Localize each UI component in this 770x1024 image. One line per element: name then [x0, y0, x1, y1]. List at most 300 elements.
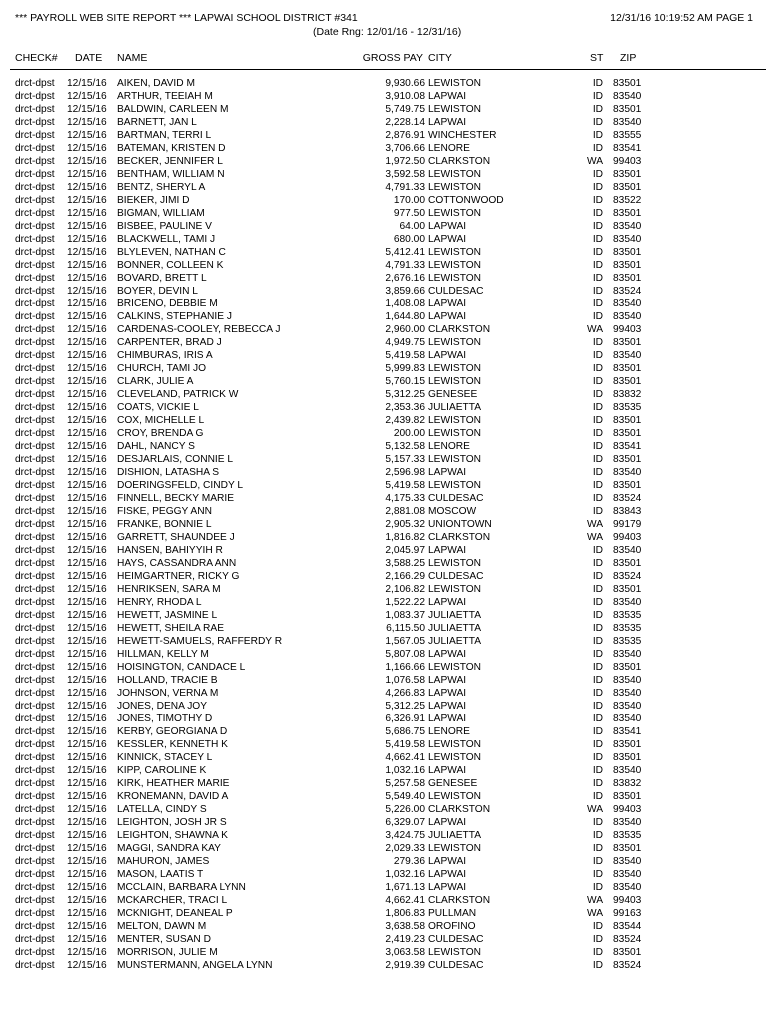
state-cell: ID	[592, 194, 603, 206]
column-header-gross-pay: GROSS PAY	[362, 52, 423, 64]
check-cell: drct-dpst	[15, 778, 55, 790]
city-cell: LAPWAI	[428, 882, 467, 894]
date-cell: 12/15/16	[67, 142, 107, 154]
name-cell: HENRY, RHODA L	[117, 596, 202, 608]
date-cell: 12/15/16	[67, 454, 107, 466]
table-row	[0, 765, 770, 778]
date-cell: 12/15/16	[67, 350, 107, 362]
zip-cell: 83501	[613, 557, 642, 569]
check-cell: drct-dpst	[15, 116, 55, 128]
gross-pay-cell: 5,549.40	[385, 791, 425, 803]
gross-pay-cell: 3,592.58	[385, 168, 425, 180]
table-row	[0, 597, 770, 610]
city-cell: CULDESAC	[428, 493, 484, 504]
check-cell: drct-dpst	[15, 90, 55, 102]
state-cell: ID	[592, 376, 603, 388]
name-cell: KIRK, HEATHER MARIE	[117, 778, 230, 790]
city-cell: LEWISTON	[428, 363, 482, 375]
table-row	[0, 701, 770, 714]
state-cell: WA	[586, 324, 603, 336]
date-cell: 12/15/16	[67, 830, 107, 842]
name-cell: BLYLEVEN, NATHAN C	[117, 246, 226, 258]
state-cell: ID	[592, 791, 603, 803]
zip-cell: 83524	[613, 933, 642, 945]
name-cell: KINNICK, STACEY L	[117, 752, 213, 764]
name-cell: BLACKWELL, TAMI J	[117, 233, 216, 245]
table-row	[0, 480, 770, 493]
check-cell: drct-dpst	[15, 804, 55, 816]
date-cell: 12/15/16	[67, 363, 107, 375]
name-cell: MCKARCHER, TRACI L	[117, 895, 228, 907]
date-cell: 12/15/16	[67, 778, 107, 790]
date-cell: 12/15/16	[67, 946, 107, 958]
check-cell: drct-dpst	[15, 415, 55, 427]
zip-cell: 83501	[613, 428, 642, 440]
name-cell: BISBEE, PAULINE V	[117, 220, 212, 232]
name-cell: BIGMAN, WILLIAM	[117, 207, 205, 219]
table-row	[0, 337, 770, 350]
state-cell: ID	[592, 415, 603, 427]
table-row	[0, 752, 770, 765]
zip-cell: 99403	[613, 155, 642, 167]
date-cell: 12/15/16	[67, 908, 107, 919]
city-cell: LAPWAI	[428, 90, 467, 102]
table-row	[0, 91, 770, 104]
state-cell: ID	[592, 544, 603, 556]
check-cell: drct-dpst	[15, 895, 55, 907]
date-cell: 12/15/16	[67, 376, 107, 388]
table-row	[0, 402, 770, 415]
column-header-check: CHECK#	[15, 52, 58, 64]
city-cell: LAPWAI	[428, 648, 467, 660]
table-row	[0, 182, 770, 195]
city-cell: MOSCOW	[428, 505, 477, 517]
state-cell: ID	[592, 882, 603, 894]
check-cell: drct-dpst	[15, 791, 55, 803]
table-row	[0, 143, 770, 156]
name-cell: BARNETT, JAN L	[117, 116, 197, 128]
zip-cell: 83540	[613, 467, 642, 479]
state-cell: ID	[592, 298, 603, 310]
gross-pay-cell: 6,326.91	[385, 713, 425, 725]
zip-cell: 83501	[613, 78, 642, 89]
name-cell: CARPENTER, BRAD J	[117, 337, 222, 349]
gross-pay-cell: 2,439.82	[385, 415, 425, 427]
date-cell: 12/15/16	[67, 467, 107, 479]
name-cell: CROY, BRENDA G	[117, 428, 204, 440]
table-row	[0, 713, 770, 726]
name-cell: CHIMBURAS, IRIS A	[117, 350, 213, 362]
date-cell: 12/15/16	[67, 583, 107, 595]
state-cell: ID	[592, 674, 603, 686]
print-timestamp: 12/31/16 10:19:52 AM PAGE 1	[610, 12, 753, 24]
table-row	[0, 260, 770, 273]
check-cell: drct-dpst	[15, 259, 55, 271]
city-cell: LEWISTON	[428, 454, 482, 466]
city-cell: LEWISTON	[428, 557, 482, 569]
city-cell: LEWISTON	[428, 103, 482, 115]
date-cell: 12/15/16	[67, 233, 107, 245]
name-cell: BONNER, COLLEEN K	[117, 259, 224, 271]
check-cell: drct-dpst	[15, 441, 55, 453]
name-cell: COATS, VICKIE L	[117, 402, 199, 414]
name-cell: BOVARD, BRETT L	[117, 272, 207, 284]
table-row	[0, 882, 770, 895]
gross-pay-cell: 170.00	[393, 194, 425, 206]
date-cell: 12/15/16	[67, 739, 107, 751]
city-cell: OROFINO	[428, 920, 476, 932]
city-cell: WINCHESTER	[428, 129, 497, 141]
gross-pay-cell: 5,312.25	[385, 389, 425, 401]
table-row	[0, 636, 770, 649]
date-cell: 12/15/16	[67, 78, 107, 89]
name-cell: HAYS, CASSANDRA ANN	[117, 557, 237, 569]
gross-pay-cell: 6,329.07	[385, 817, 425, 829]
check-cell: drct-dpst	[15, 298, 55, 310]
name-cell: BARTMAN, TERRI L	[117, 129, 212, 141]
table-row	[0, 830, 770, 843]
name-cell: KIPP, CAROLINE K	[117, 765, 207, 777]
check-cell: drct-dpst	[15, 350, 55, 362]
name-cell: DESJARLAIS, CONNIE L	[117, 454, 234, 466]
check-cell: drct-dpst	[15, 194, 55, 206]
date-cell: 12/15/16	[67, 272, 107, 284]
gross-pay-cell: 4,791.33	[385, 259, 425, 271]
table-row	[0, 286, 770, 299]
city-cell: CLARKSTON	[428, 324, 491, 336]
name-cell: BRICENO, DEBBIE M	[117, 298, 218, 310]
gross-pay-cell: 1,408.08	[385, 298, 425, 310]
city-cell: LAPWAI	[428, 298, 467, 310]
name-cell: HEWETT-SAMUELS, RAFFERDY R	[117, 635, 283, 647]
table-row	[0, 947, 770, 960]
date-cell: 12/15/16	[67, 220, 107, 232]
date-cell: 12/15/16	[67, 181, 107, 193]
zip-cell: 83501	[613, 168, 642, 180]
name-cell: ARTHUR, TEEIAH M	[117, 90, 213, 102]
zip-cell: 83540	[613, 700, 642, 712]
gross-pay-cell: 1,083.37	[385, 609, 425, 621]
gross-pay-cell: 5,412.41	[385, 246, 425, 258]
name-cell: MORRISON, JULIE M	[117, 946, 218, 958]
zip-cell: 83540	[613, 544, 642, 556]
state-cell: ID	[592, 285, 603, 297]
gross-pay-cell: 1,567.05	[385, 635, 425, 647]
table-row	[0, 363, 770, 376]
check-cell: drct-dpst	[15, 129, 55, 141]
state-cell: ID	[592, 933, 603, 945]
name-cell: AIKEN, DAVID M	[117, 78, 195, 89]
table-row	[0, 688, 770, 701]
date-cell: 12/15/16	[67, 505, 107, 517]
state-cell: ID	[592, 778, 603, 790]
zip-cell: 83524	[613, 959, 642, 971]
zip-cell: 99179	[613, 518, 642, 530]
zip-cell: 83540	[613, 311, 642, 323]
check-cell: drct-dpst	[15, 337, 55, 349]
zip-cell: 83501	[613, 454, 642, 466]
name-cell: CLEVELAND, PATRICK W	[117, 389, 239, 401]
city-cell: LEWISTON	[428, 272, 482, 284]
state-cell: ID	[592, 726, 603, 738]
check-cell: drct-dpst	[15, 830, 55, 842]
state-cell: ID	[592, 142, 603, 154]
gross-pay-cell: 2,419.23	[385, 933, 425, 945]
state-cell: ID	[592, 765, 603, 777]
gross-pay-cell: 9,930.66	[385, 78, 425, 89]
check-cell: drct-dpst	[15, 168, 55, 180]
state-cell: ID	[592, 337, 603, 349]
date-cell: 12/15/16	[67, 752, 107, 764]
date-cell: 12/15/16	[67, 557, 107, 569]
gross-pay-cell: 4,949.75	[385, 337, 425, 349]
check-cell: drct-dpst	[15, 946, 55, 958]
check-cell: drct-dpst	[15, 376, 55, 388]
gross-pay-cell: 1,644.80	[385, 311, 425, 323]
zip-cell: 83540	[613, 350, 642, 362]
check-cell: drct-dpst	[15, 713, 55, 725]
date-cell: 12/15/16	[67, 285, 107, 297]
city-cell: LEWISTON	[428, 415, 482, 427]
city-cell: JULIAETTA	[428, 622, 482, 634]
state-cell: ID	[592, 78, 603, 89]
gross-pay-cell: 5,419.58	[385, 480, 425, 492]
state-cell: ID	[592, 557, 603, 569]
state-cell: ID	[592, 856, 603, 868]
name-cell: BATEMAN, KRISTEN D	[117, 142, 226, 154]
zip-cell: 83535	[613, 830, 642, 842]
name-cell: HILLMAN, KELLY M	[117, 648, 209, 660]
column-header-zip: ZIP	[620, 52, 637, 64]
check-cell: drct-dpst	[15, 505, 55, 517]
date-cell: 12/15/16	[67, 700, 107, 712]
name-cell: HEWETT, JASMINE L	[117, 609, 218, 621]
table-row	[0, 298, 770, 311]
check-cell: drct-dpst	[15, 480, 55, 492]
name-cell: DOERINGSFELD, CINDY L	[117, 480, 244, 492]
check-cell: drct-dpst	[15, 220, 55, 232]
gross-pay-cell: 3,063.58	[385, 946, 425, 958]
city-cell: LAPWAI	[428, 765, 467, 777]
check-cell: drct-dpst	[15, 531, 55, 543]
name-cell: CARDENAS-COOLEY, REBECCA J	[117, 324, 281, 336]
date-cell: 12/15/16	[67, 596, 107, 608]
table-row	[0, 519, 770, 532]
date-cell: 12/15/16	[67, 959, 107, 971]
state-cell: ID	[592, 350, 603, 362]
name-cell: JONES, TIMOTHY D	[117, 713, 213, 725]
table-row	[0, 506, 770, 519]
city-cell: PULLMAN	[428, 908, 477, 919]
city-cell: LAPWAI	[428, 233, 467, 245]
zip-cell: 99403	[613, 895, 642, 907]
zip-cell: 83522	[613, 194, 642, 206]
city-cell: JULIAETTA	[428, 635, 482, 647]
table-row	[0, 934, 770, 947]
name-cell: HOISINGTON, CANDACE L	[117, 661, 246, 673]
state-cell: ID	[592, 622, 603, 634]
table-row	[0, 545, 770, 558]
gross-pay-cell: 2,106.82	[385, 583, 425, 595]
gross-pay-cell: 2,876.91	[385, 129, 425, 141]
gross-pay-cell: 1,806.83	[385, 908, 425, 919]
state-cell: ID	[592, 843, 603, 855]
zip-cell: 83501	[613, 415, 642, 427]
table-row	[0, 623, 770, 636]
table-row	[0, 130, 770, 143]
city-cell: LEWISTON	[428, 428, 482, 440]
zip-cell: 83540	[613, 869, 642, 881]
state-cell: ID	[592, 480, 603, 492]
check-cell: drct-dpst	[15, 843, 55, 855]
column-header-name: NAME	[117, 52, 148, 64]
zip-cell: 83501	[613, 376, 642, 388]
report-title: *** PAYROLL WEB SITE REPORT *** LAPWAI SCHOOL DISTRICT #341	[15, 12, 358, 24]
state-cell: ID	[592, 493, 603, 504]
date-cell: 12/15/16	[67, 298, 107, 310]
state-cell: ID	[592, 596, 603, 608]
date-cell: 12/15/16	[67, 324, 107, 336]
gross-pay-cell: 2,960.00	[385, 324, 425, 336]
city-cell: UNIONTOWN	[428, 518, 492, 530]
city-cell: LEWISTON	[428, 181, 482, 193]
check-cell: drct-dpst	[15, 467, 55, 479]
check-cell: drct-dpst	[15, 635, 55, 647]
name-cell: MAGGI, SANDRA KAY	[117, 843, 221, 855]
check-cell: drct-dpst	[15, 363, 55, 375]
check-cell: drct-dpst	[15, 882, 55, 894]
gross-pay-cell: 3,638.58	[385, 920, 425, 932]
name-cell: GARRETT, SHAUNDEE J	[117, 531, 235, 543]
gross-pay-cell: 5,419.58	[385, 350, 425, 362]
date-cell: 12/15/16	[67, 389, 107, 401]
table-row	[0, 169, 770, 182]
date-cell: 12/15/16	[67, 791, 107, 803]
check-cell: drct-dpst	[15, 583, 55, 595]
date-cell: 12/15/16	[67, 882, 107, 894]
state-cell: ID	[592, 389, 603, 401]
state-cell: ID	[592, 233, 603, 245]
city-cell: LEWISTON	[428, 376, 482, 388]
check-cell: drct-dpst	[15, 959, 55, 971]
name-cell: FINNELL, BECKY MARIE	[117, 493, 235, 504]
name-cell: HOLLAND, TRACIE B	[117, 674, 218, 686]
zip-cell: 83540	[613, 220, 642, 232]
gross-pay-cell: 3,588.25	[385, 557, 425, 569]
zip-cell: 83524	[613, 493, 642, 504]
gross-pay-cell: 1,032.16	[385, 869, 425, 881]
zip-cell: 83501	[613, 752, 642, 764]
state-cell: ID	[592, 946, 603, 958]
check-cell: drct-dpst	[15, 933, 55, 945]
name-cell: MASON, LAATIS T	[117, 869, 204, 881]
date-cell: 12/15/16	[67, 817, 107, 829]
gross-pay-cell: 5,312.25	[385, 700, 425, 712]
check-cell: drct-dpst	[15, 389, 55, 401]
gross-pay-cell: 3,910.08	[385, 90, 425, 102]
city-cell: JULIAETTA	[428, 402, 482, 414]
table-row	[0, 441, 770, 454]
check-cell: drct-dpst	[15, 648, 55, 660]
table-row	[0, 791, 770, 804]
state-cell: ID	[592, 739, 603, 751]
city-cell: LAPWAI	[428, 467, 467, 479]
check-cell: drct-dpst	[15, 765, 55, 777]
check-cell: drct-dpst	[15, 622, 55, 634]
name-cell: CHURCH, TAMI JO	[117, 363, 207, 375]
check-cell: drct-dpst	[15, 246, 55, 258]
zip-cell: 83540	[613, 648, 642, 660]
check-cell: drct-dpst	[15, 285, 55, 297]
column-header-date: DATE	[75, 52, 103, 64]
table-row	[0, 350, 770, 363]
column-header-st: ST	[590, 52, 604, 64]
date-cell: 12/15/16	[67, 493, 107, 504]
check-cell: drct-dpst	[15, 739, 55, 751]
state-cell: ID	[592, 428, 603, 440]
name-cell: CALKINS, STEPHANIE J	[117, 311, 232, 323]
state-cell: WA	[586, 895, 603, 907]
check-cell: drct-dpst	[15, 544, 55, 556]
date-cell: 12/15/16	[67, 103, 107, 115]
gross-pay-cell: 4,791.33	[385, 181, 425, 193]
name-cell: DISHION, LATASHA S	[117, 467, 220, 479]
city-cell: LAPWAI	[428, 856, 467, 868]
zip-cell: 83540	[613, 596, 642, 608]
city-cell: LAPWAI	[428, 596, 467, 608]
gross-pay-cell: 1,166.66	[385, 661, 425, 673]
date-cell: 12/15/16	[67, 90, 107, 102]
zip-cell: 83832	[613, 778, 642, 790]
city-cell: LAPWAI	[428, 869, 467, 881]
table-row	[0, 778, 770, 791]
zip-cell: 83501	[613, 337, 642, 349]
state-cell: ID	[592, 505, 603, 517]
name-cell: MENTER, SUSAN D	[117, 933, 211, 945]
name-cell: MCKNIGHT, DEANEAL P	[117, 908, 233, 919]
gross-pay-cell: 680.00	[393, 233, 425, 245]
date-cell: 12/15/16	[67, 765, 107, 777]
gross-pay-cell: 279.36	[393, 856, 425, 868]
state-cell: ID	[592, 817, 603, 829]
table-row	[0, 273, 770, 286]
check-cell: drct-dpst	[15, 856, 55, 868]
gross-pay-cell: 1,816.82	[385, 531, 425, 543]
state-cell: ID	[592, 116, 603, 128]
city-cell: GENESEE	[428, 778, 478, 790]
name-cell: LEIGHTON, JOSH JR S	[117, 817, 227, 829]
gross-pay-cell: 2,029.33	[385, 843, 425, 855]
table-row	[0, 817, 770, 830]
city-cell: JULIAETTA	[428, 609, 482, 621]
payroll-table	[0, 78, 770, 973]
state-cell: ID	[592, 609, 603, 621]
city-cell: LEWISTON	[428, 791, 482, 803]
gross-pay-cell: 200.00	[393, 428, 425, 440]
zip-cell: 83501	[613, 791, 642, 803]
date-cell: 12/15/16	[67, 441, 107, 453]
zip-cell: 83541	[613, 726, 642, 738]
name-cell: FISKE, PEGGY ANN	[117, 505, 212, 517]
table-row	[0, 467, 770, 480]
city-cell: LAPWAI	[428, 311, 467, 323]
table-row	[0, 895, 770, 908]
name-cell: BECKER, JENNIFER L	[117, 155, 223, 167]
zip-cell: 99403	[613, 324, 642, 336]
city-cell: CULDESAC	[428, 570, 484, 582]
city-cell: LAPWAI	[428, 817, 467, 829]
name-cell: BALDWIN, CARLEEN M	[117, 103, 229, 115]
